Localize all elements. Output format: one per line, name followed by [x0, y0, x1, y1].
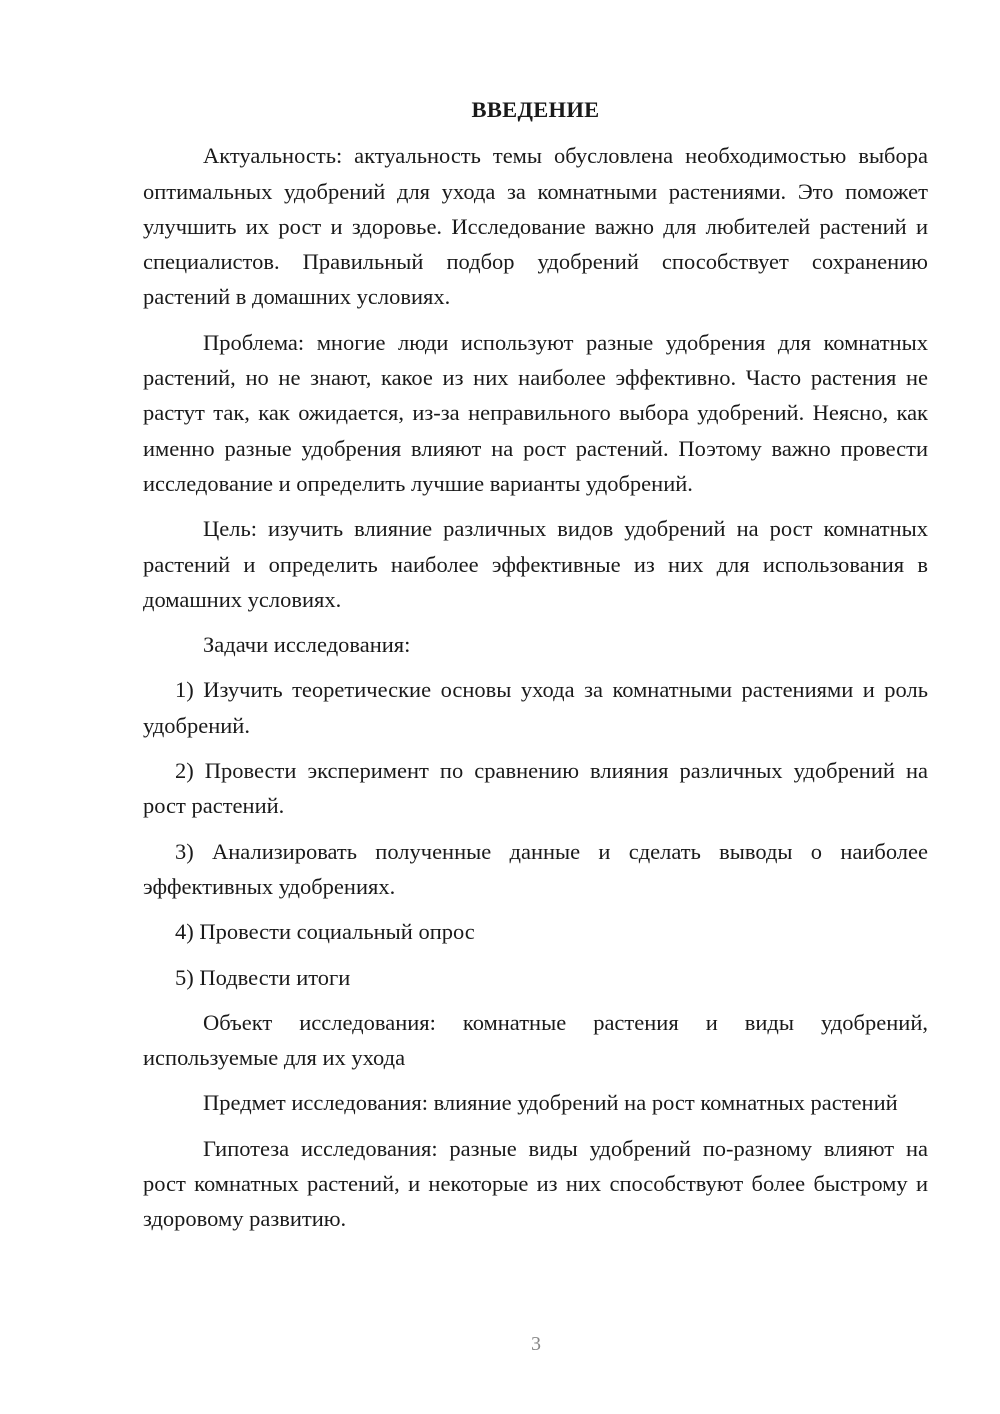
tasks-heading: Задачи исследования: — [203, 632, 411, 658]
task-item-4: 4) Провести социальный опрос — [175, 919, 475, 945]
hypothesis-paragraph: Гипотеза исследования: разные виды удобрений по-разному влияют на рост комнатных растений, и некоторые из них способствуют более быстрому и здоровому развитию. — [143, 1135, 928, 1232]
problem-paragraph: Проблема: многие люди используют разные удобрения для комнатных растений, но не знают, какое из них наиболее эффективно. Часто растения не растут так, как ожидается, из-за неправильного выбора удобрений. Неясно, как именно разные удобрения влияют на рост растений. Поэтому важно провести исследование и определить лучшие варианты удобрений. — [143, 329, 928, 496]
goal-paragraph: Цель: изучить влияние различных видов удобрений на рост комнатных растений и определить наиболее эффективные из них для использования в домашних условиях. — [143, 516, 928, 612]
page-title: ВВЕДЕНИЕ — [471, 97, 600, 122]
relevance-paragraph: Актуальность: актуальность темы обусловлена необходимостью выбора оптимальных удобрений для ухода за комнатными растениями. Это поможет улучшить их рост и здоровье. Исследование важно для любителей растений и специалистов. Правильный подбор удобрений способствует сохранению растений в домашних условиях. — [143, 143, 928, 310]
subject-paragraph: Предмет исследования: влияние удобрений на рост комнатных растений — [203, 1090, 898, 1116]
task-item-2: 2) Провести эксперимент по сравнению влияния различных удобрений на рост растений. — [143, 758, 928, 819]
page-number: 3 — [531, 1333, 541, 1355]
object-paragraph: Объект исследования: комнатные растения и виды удобрений, используемые для их ухода — [143, 1009, 928, 1071]
task-item-3: 3) Анализировать полученные данные и сделать выводы о наиболее эффективных удобрениях. — [143, 838, 928, 899]
task-item-1: 1) Изучить теоретические основы ухода за комнатными растениями и роль удобрений. — [143, 677, 928, 738]
document-page — [143, 92, 928, 1237]
task-item-5: 5) Подвести итоги — [175, 964, 351, 990]
